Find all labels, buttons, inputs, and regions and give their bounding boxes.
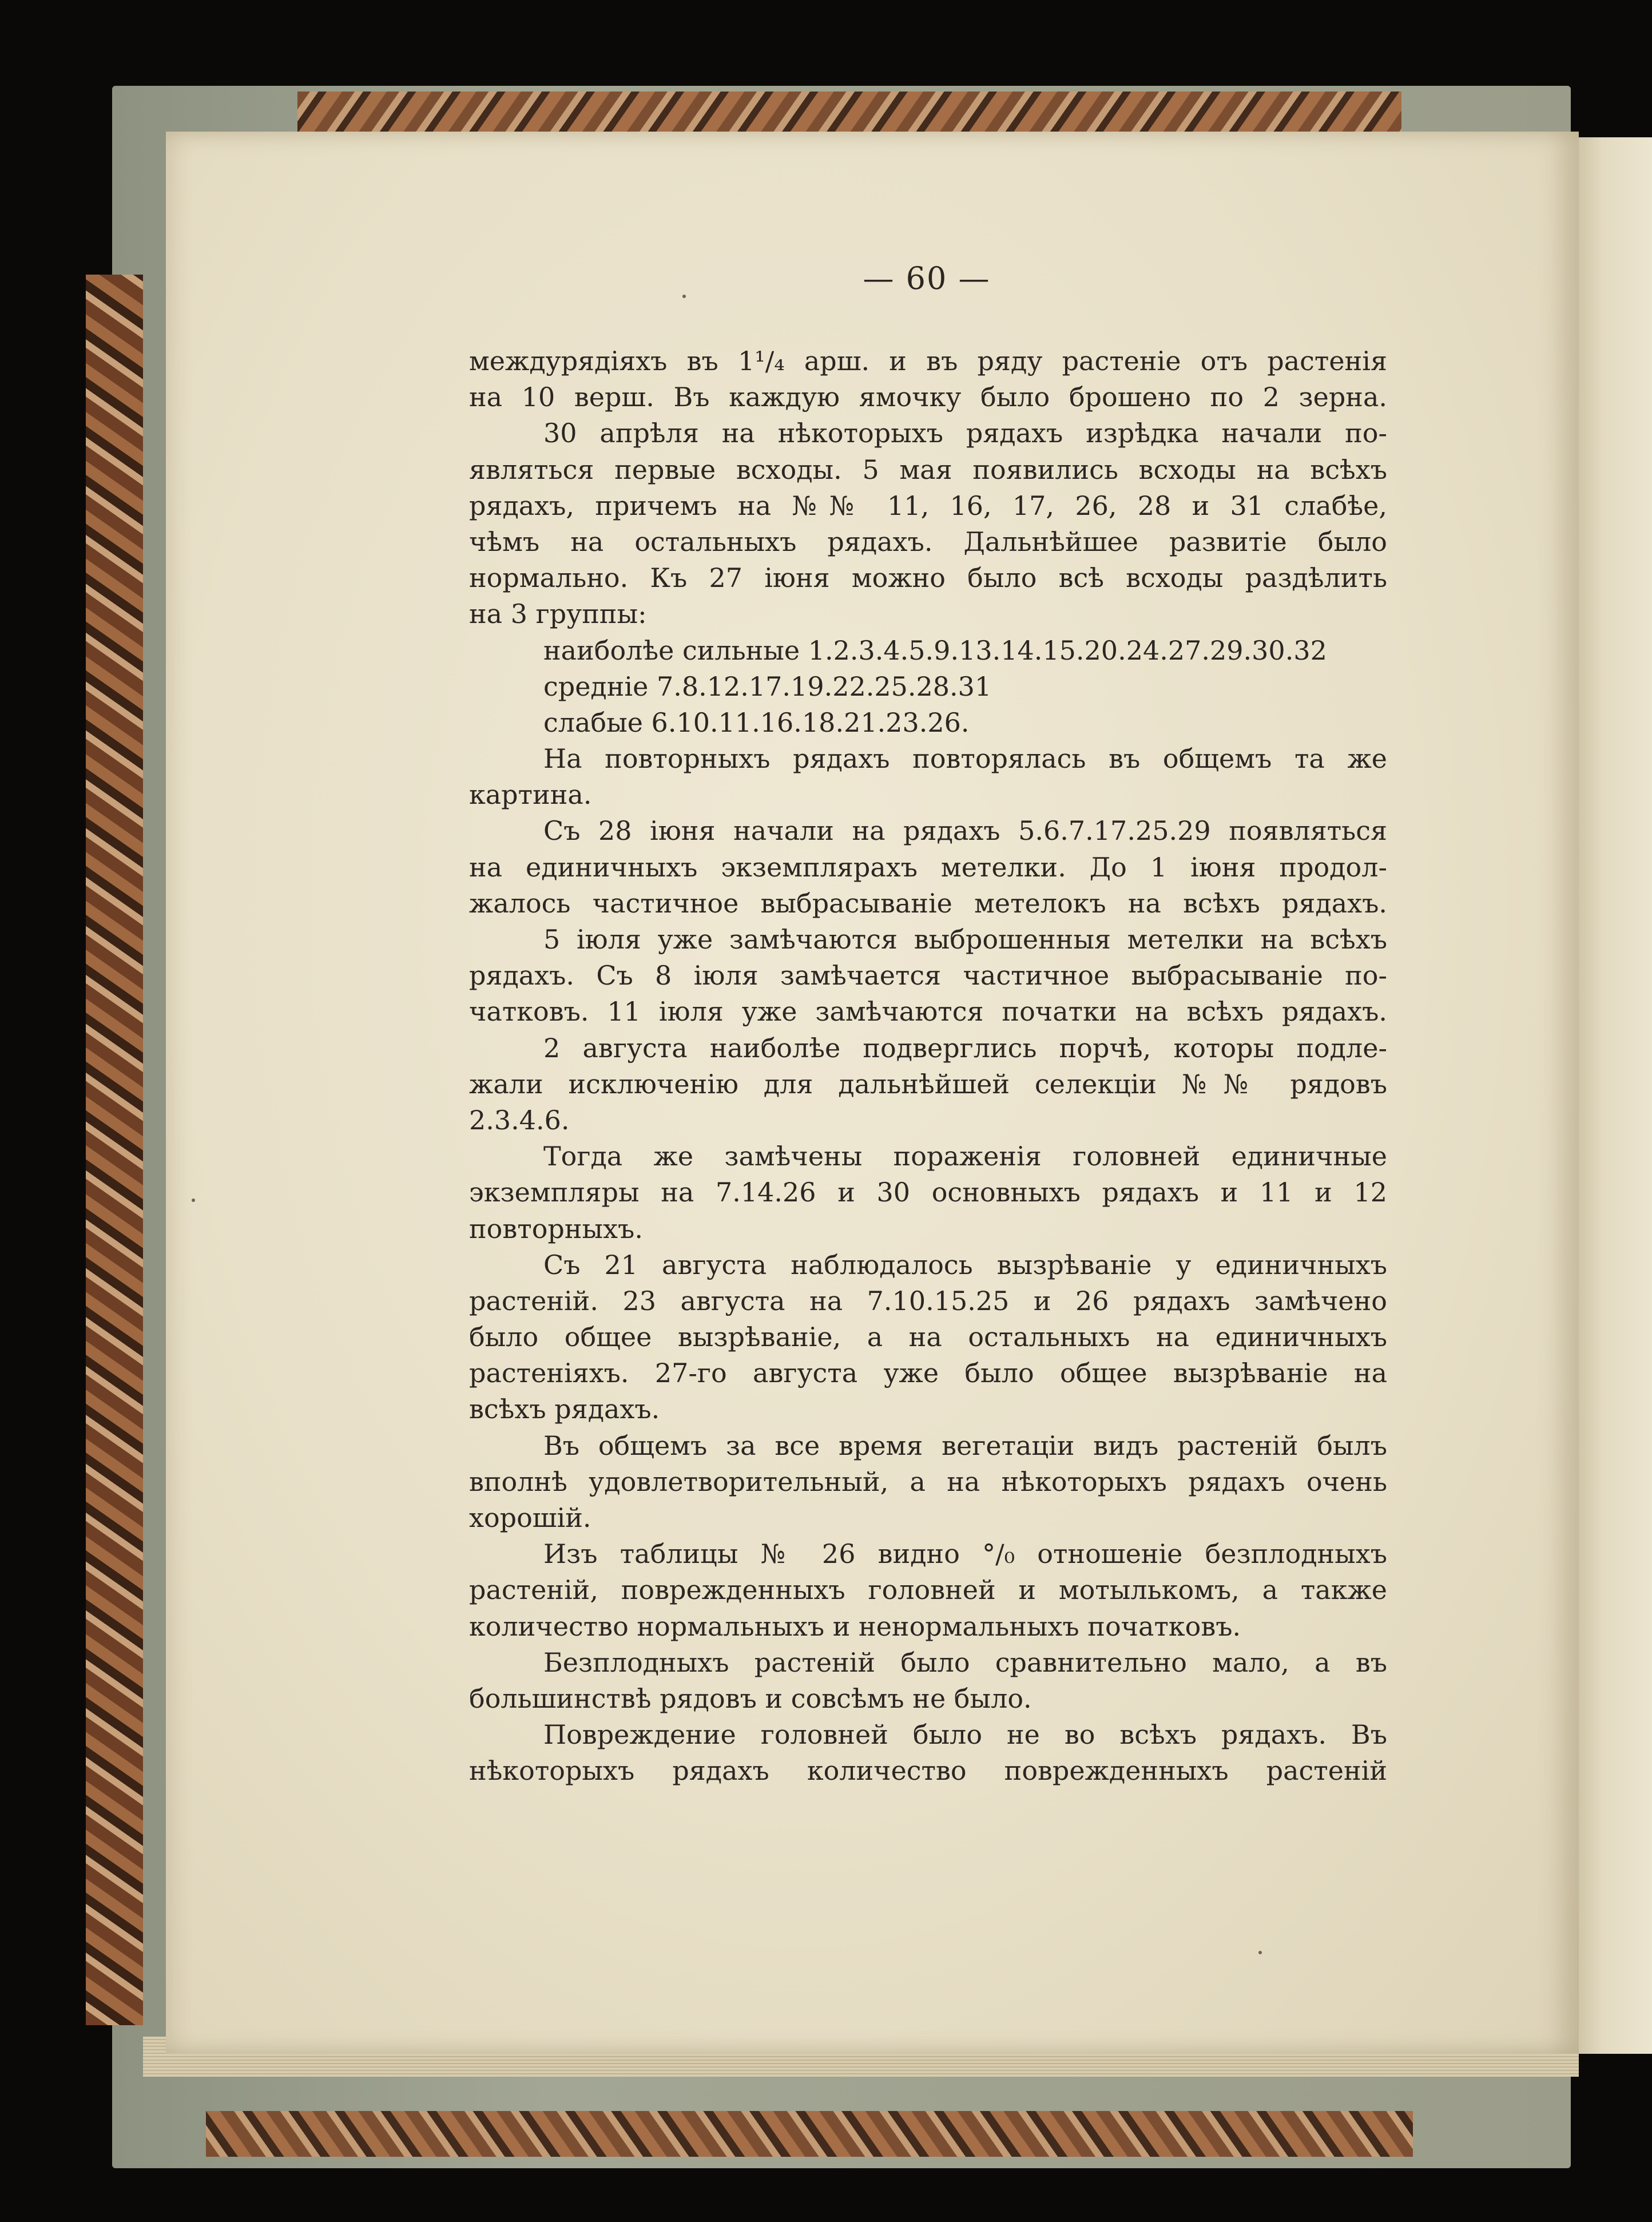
group-list-item: слабые 6.10.11.16.18.21.23.26. bbox=[543, 707, 970, 738]
text-line: чатковъ. 11 іюля уже замѣчаются початки на всѣхъ рядахъ. bbox=[469, 996, 1387, 1027]
group-list-item: средніе 7.8.12.17.19.22.25.28.31 bbox=[543, 670, 992, 702]
page-text bbox=[469, 343, 1387, 1789]
text-line: жали исключенію для дальнѣйшей селекціи №№ рядовъ bbox=[469, 1068, 1387, 1100]
text-line: Тогда же замѣчены пораженія головней единичные bbox=[543, 1141, 1387, 1172]
adjacent-page bbox=[1570, 137, 1652, 2054]
paper-speck bbox=[192, 1199, 195, 1202]
text-line: на единичныхъ экземплярахъ метелки. До 1 іюня продол- bbox=[469, 851, 1387, 883]
text-line: растеній, поврежденныхъ головней и мотылькомъ, а также bbox=[469, 1574, 1387, 1606]
text-line: картина. bbox=[469, 779, 592, 811]
text-line: растеній. 23 августа на 7.10.15.25 и 26 рядахъ замѣчено bbox=[469, 1285, 1387, 1316]
text-line: 2.3.4.6. bbox=[469, 1104, 570, 1136]
text-line: Изъ таблицы № 26 видно °/₀ отношеніе безплодныхъ bbox=[543, 1538, 1387, 1570]
text-line: вполнѣ удовлетворительный, а на нѣкоторыхъ рядахъ очень bbox=[469, 1466, 1387, 1497]
group-list-item: наиболѣе сильные 1.2.3.4.5.9.13.14.15.20.24.27.29.30.32 bbox=[543, 634, 1327, 666]
text-line: Въ общемъ за все время вегетаціи видъ растеній былъ bbox=[543, 1430, 1387, 1461]
marbled-paper-bottom bbox=[206, 2111, 1413, 2157]
text-line: повторныхъ. bbox=[469, 1213, 643, 1244]
text-line: большинствѣ рядовъ и совсѣмъ не было. bbox=[469, 1683, 1032, 1714]
paper-speck bbox=[682, 295, 686, 298]
text-line: рядахъ. Съ 8 іюля замѣчается частичное выбрасываніе по- bbox=[469, 960, 1387, 991]
text-line: Безплодныхъ растеній было сравнительно мало, а въ bbox=[543, 1646, 1387, 1678]
text-line: На повторныхъ рядахъ повторялась въ общемъ та же bbox=[543, 743, 1387, 775]
text-line: междурядіяхъ въ 1¹/₄ арш. и въ ряду растеніе отъ растенія bbox=[469, 346, 1387, 376]
text-line: 30 апрѣля на нѣкоторыхъ рядахъ изрѣдка начали по- bbox=[543, 418, 1387, 449]
text-line: Съ 28 іюня начали на рядахъ 5.6.7.17.25.29 появляться bbox=[543, 815, 1387, 847]
text-line: на 3 группы: bbox=[469, 598, 647, 630]
text-line: жалось частичное выбрасываніе метелокъ на всѣхъ рядахъ. bbox=[469, 887, 1387, 919]
text-line: экземпляры на 7.14.26 и 30 основныхъ рядахъ и 11 и 12 bbox=[469, 1177, 1387, 1208]
text-line: всѣхъ рядахъ. bbox=[469, 1394, 660, 1425]
text-line: количество нормальныхъ и ненормальныхъ початковъ. bbox=[469, 1610, 1241, 1642]
marbled-paper-top bbox=[297, 92, 1401, 137]
text-line: на 10 верш. Въ каждую ямочку было брошено по 2 зерна. bbox=[469, 382, 1387, 413]
text-line: Повреждение головней было не во всѣхъ рядахъ. Въ bbox=[543, 1719, 1387, 1751]
marbled-paper-spine bbox=[86, 275, 143, 2025]
text-line: 2 августа наиболѣе подверглись порчѣ, которы подле- bbox=[543, 1032, 1387, 1064]
text-line: рядахъ, причемъ на №№ 11, 16, 17, 26, 28 и 31 слабѣе, bbox=[469, 490, 1387, 521]
text-line: было общее вызрѣваніе, а на остальныхъ на единичныхъ bbox=[469, 1322, 1387, 1353]
text-line: чѣмъ на остальныхъ рядахъ. Дальнѣйшее развитіе было bbox=[469, 526, 1387, 557]
text-line: нормально. Къ 27 іюня можно было всѣ всходы раздѣлить bbox=[469, 562, 1387, 594]
text-line: являться первые всходы. 5 мая появились всходы на всѣхъ bbox=[469, 454, 1387, 485]
paper-speck bbox=[1258, 1951, 1262, 1954]
text-line: 5 іюля уже замѣчаются выброшенныя метелки на всѣхъ bbox=[543, 924, 1387, 955]
page-number: — 60 — bbox=[863, 260, 991, 296]
text-line: растеніяхъ. 27-го августа уже было общее вызрѣваніе на bbox=[469, 1358, 1387, 1389]
text-line: хорошій. bbox=[469, 1502, 591, 1533]
text-line: нѣкоторыхъ рядахъ количество поврежденныхъ растеній bbox=[469, 1755, 1387, 1787]
text-line: Съ 21 августа наблюдалось вызрѣваніе у единичныхъ bbox=[543, 1249, 1387, 1280]
